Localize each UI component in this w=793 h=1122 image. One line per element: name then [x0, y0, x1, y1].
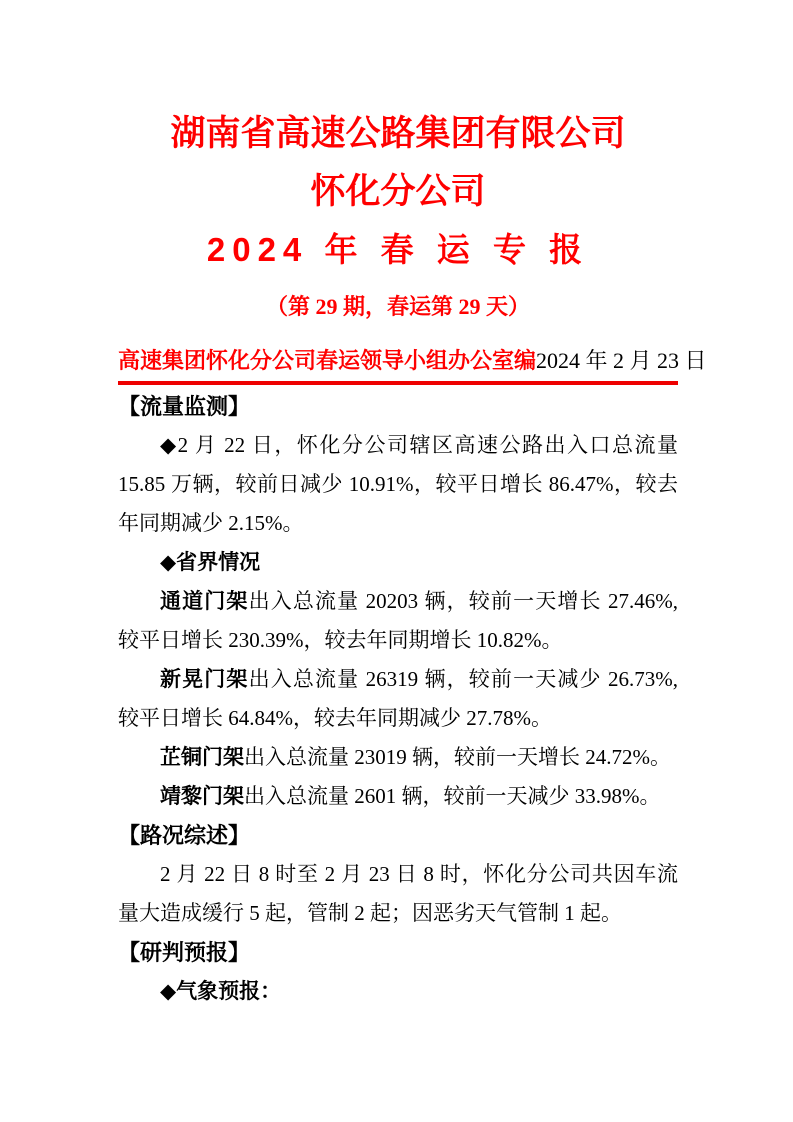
section-heading-traffic-monitoring: 【流量监测】	[118, 394, 251, 419]
gate-name-tongdao: 通道门架	[160, 590, 249, 613]
section-heading-forecast: 【研判预报】	[118, 940, 251, 965]
gate-detail-xinhuang: 出入总流量 26319 辆，较前一天减少 26.73%, 较平日增长 64.84%，较去年同期减少 27.78%。	[118, 667, 679, 730]
gate-name-xinhuang: 新晃门架	[160, 668, 249, 691]
report-title: 2024 年 春 运 专 报	[206, 231, 590, 268]
gate-detail-tongdao: 出入总流量 20203 辆，较前一天增长 27.46%, 较平日增长 230.39%，较去年同期增长 10.82%。	[118, 589, 679, 652]
masthead-editor: 高速集团怀化分公司春运领导小组办公室编	[118, 348, 537, 373]
doc-title-block	[118, 105, 678, 335]
masthead-date: 2024 年 2 月 23 日	[536, 348, 707, 373]
gate-paragraph-zhitong	[118, 738, 678, 777]
road-conditions-paragraph: 2 月 22 日 8 时至 2 月 23 日 8 时，怀化分公司共因车流量大造成缓行 5 起，管制 2 起；因恶劣天气管制 1 起。	[118, 862, 678, 925]
document-body	[118, 387, 678, 1011]
section-heading-road-conditions: 【路况综述】	[118, 823, 251, 848]
weather-forecast-subheading: ◆气象预报：	[160, 980, 282, 1003]
gate-detail-zhitong: 出入总流量 23019 辆，较前一天增长 24.72%。	[244, 745, 671, 769]
branch-title: 怀化分公司	[310, 172, 486, 211]
gate-name-jingli: 靖黎门架	[160, 785, 244, 808]
issue-subtitle: （第 29 期，春运第 29 天）	[265, 294, 530, 319]
gate-detail-jingli: 出入总流量 2601 辆，较前一天减少 33.98%。	[244, 784, 661, 808]
provincial-border-subheading: ◆省界情况	[160, 551, 261, 574]
gate-paragraph-jingli	[118, 777, 678, 816]
gate-paragraph-tongdao	[118, 582, 678, 660]
masthead	[118, 347, 707, 385]
traffic-summary-paragraph: ◆2 月 22 日，怀化分公司辖区高速公路出入口总流量 15.85 万辆，较前日减少 10.91%，较平日增长 86.47%，较去年同期减少 2.15%。	[118, 433, 678, 535]
company-title: 湖南省高速公路集团有限公司	[170, 114, 626, 153]
gate-paragraph-xinhuang	[118, 660, 678, 738]
gate-name-zhitong: 芷铜门架	[160, 746, 244, 769]
